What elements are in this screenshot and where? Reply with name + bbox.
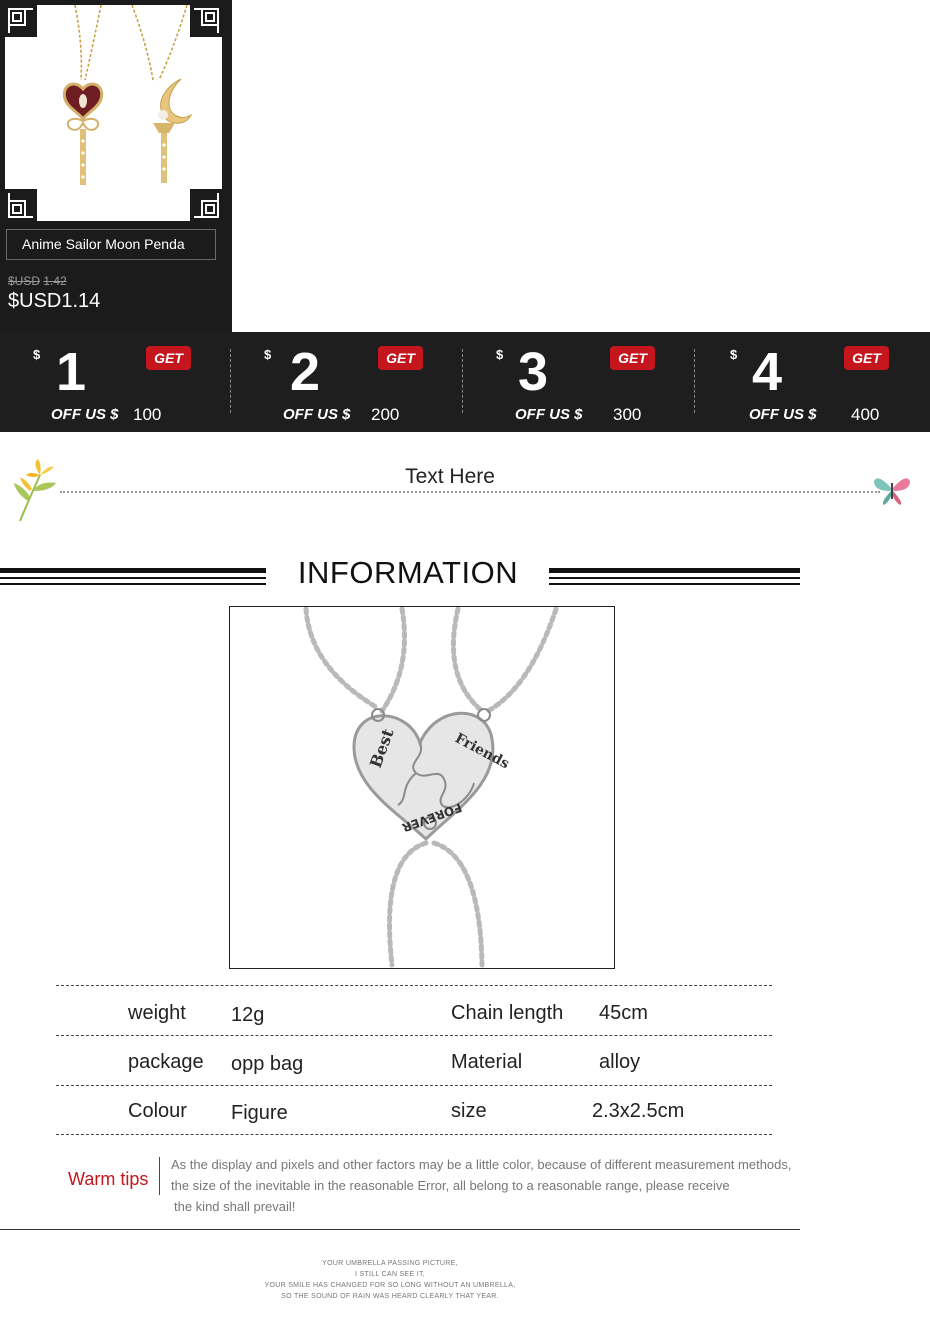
coupon-bar — [0, 332, 930, 432]
coupon-currency: $ — [264, 347, 272, 362]
table-rule — [56, 985, 772, 986]
coupon-amount: 200 — [371, 405, 400, 424]
coupon-amount: 300 — [613, 405, 642, 424]
get-coupon-button[interactable]: GET — [610, 346, 655, 370]
spec-label-size: size — [451, 1100, 487, 1122]
coupon-1[interactable] — [0, 332, 232, 432]
spec-label-colour: Colour — [128, 1100, 187, 1122]
poem-line: YOUR SMILE HAS CHANGED FOR SO LONG WITHOUT AN UMBRELLA, — [264, 1282, 516, 1289]
product-main-image[interactable] — [229, 606, 615, 969]
product-photo[interactable] — [5, 5, 222, 221]
table-rule — [56, 1085, 772, 1086]
spec-value-material: alloy — [599, 1051, 641, 1073]
table-rule — [56, 1035, 772, 1036]
sale-price-value: 1.14 — [61, 290, 101, 312]
get-coupon-button[interactable]: GET — [378, 346, 423, 370]
poem-line: I STILL CAN SEE IT, — [354, 1271, 426, 1278]
coupon-2[interactable] — [232, 332, 464, 432]
coupon-divider — [230, 349, 231, 413]
best-friends-necklace-image — [230, 607, 614, 968]
spec-label-package: package — [128, 1051, 204, 1073]
necklace-pendants-image — [35, 5, 195, 215]
table-rule — [56, 1134, 772, 1135]
warm-tips-label: Warm tips — [68, 1169, 149, 1189]
coupon-currency: $ — [730, 347, 738, 362]
engraving-forever: FOREVER — [400, 800, 464, 835]
sale-price — [8, 290, 100, 313]
original-price-value: 1.42 — [43, 274, 67, 288]
warm-tips-divider — [159, 1157, 160, 1195]
coupon-off-label: OFF US $ — [749, 406, 817, 423]
get-coupon-button[interactable]: GET — [844, 346, 889, 370]
engraving-best: Best — [365, 726, 398, 771]
coupon-divider — [694, 349, 695, 413]
information-title: INFORMATION — [297, 555, 519, 590]
coupon-number: 2 — [290, 342, 321, 402]
spec-label-material: Material — [451, 1051, 523, 1073]
spec-label-weight: weight — [128, 1002, 186, 1024]
coupon-number: 1 — [56, 342, 87, 402]
spec-value-chain-length: 45cm — [599, 1002, 648, 1024]
warm-tip-line: the size of the inevitable in the reasonable Error, all belong to a reasonable range, please receive — [171, 1178, 730, 1193]
text-divider — [0, 433, 930, 543]
heading-bar — [549, 577, 800, 579]
spec-value-weight: 12g — [231, 1004, 265, 1026]
spec-value-size: 2.3x2.5cm — [592, 1100, 685, 1122]
dotted-rule — [60, 491, 880, 493]
heading-bar — [0, 568, 266, 573]
original-price-currency: $USD — [8, 274, 41, 288]
frame-corner-icon — [5, 5, 37, 37]
spec-label-chain-length: Chain length — [451, 1002, 564, 1024]
heading-bar — [549, 568, 800, 573]
poem-line: SO THE SOUND OF RAIN WAS HEARD CLEARLY THAT YEAR. — [281, 1293, 499, 1300]
coupon-off-label: OFF US $ — [283, 406, 351, 423]
coupon-amount: 400 — [851, 405, 880, 424]
frame-corner-icon — [5, 189, 37, 221]
warm-tip-line: the kind shall prevail! — [174, 1199, 296, 1214]
bottom-rule — [0, 1229, 800, 1230]
warm-tip-line: As the display and pixels and other factors may be a little color, because of different measurement methods, — [171, 1157, 792, 1172]
poem-line: YOUR UMBRELLA PASSING PICTURE, — [322, 1260, 458, 1267]
coupon-number: 3 — [518, 342, 549, 402]
heading-bar — [549, 583, 800, 585]
coupon-amount: 100 — [133, 405, 162, 424]
information-header — [0, 548, 800, 602]
frame-corner-icon — [190, 5, 222, 37]
original-price — [8, 274, 67, 288]
coupon-4[interactable] — [698, 332, 930, 432]
coupon-currency: $ — [33, 347, 41, 362]
coupon-off-label: OFF US $ — [51, 406, 119, 423]
engraving-friends: Friends — [452, 730, 512, 773]
heading-bar — [0, 583, 266, 585]
divider-text: Text Here — [405, 465, 495, 488]
spec-value-package: opp bag — [231, 1053, 304, 1075]
sale-price-currency: $USD — [8, 290, 62, 312]
coupon-currency: $ — [496, 347, 504, 362]
get-coupon-button[interactable]: GET — [146, 346, 191, 370]
product-card[interactable] — [0, 0, 232, 332]
coupon-3[interactable] — [464, 332, 696, 432]
product-title[interactable]: Anime Sailor Moon Penda — [6, 229, 216, 260]
spec-value-colour: Figure — [231, 1102, 288, 1124]
butterfly-icon — [872, 471, 912, 507]
coupon-divider — [462, 349, 463, 413]
heading-bar — [0, 577, 266, 579]
coupon-off-label: OFF US $ — [515, 406, 583, 423]
frame-corner-icon — [190, 189, 222, 221]
coupon-number: 4 — [752, 342, 783, 402]
